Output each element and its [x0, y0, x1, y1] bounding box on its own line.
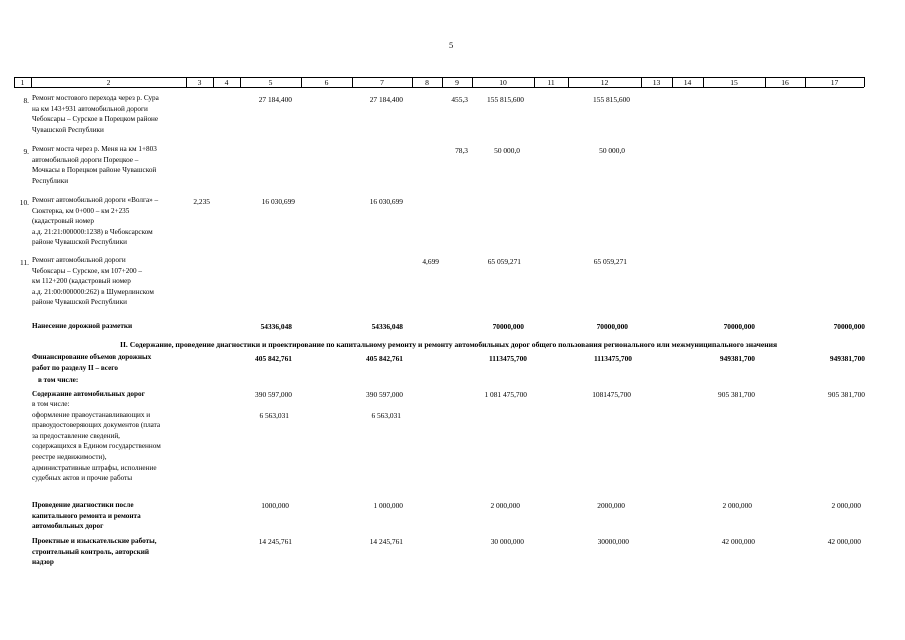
cell-col7: 390 597,000	[366, 390, 403, 399]
cell-col5: 54336,048	[260, 322, 292, 331]
row-number: 8.	[23, 96, 29, 105]
column-number: 4	[224, 78, 229, 87]
row-description: Финансирование объемов дорожных работ по разделу II – всего	[32, 353, 152, 372]
row-description: Ремонт автомобильной дороги «Волга» – Сюктерка, км 0+000 – км 2+235 (кадастровый номер а.д. 21:21:000000:1238) в Чебоксарском районе Чувашской Республики	[32, 196, 159, 247]
cell-col7: 14 245,761	[369, 537, 403, 546]
cell-col5: 6 563,031	[259, 411, 289, 420]
column-number: 5	[268, 78, 273, 87]
cell-col7: 6 563,031	[371, 411, 401, 420]
cell-col10: 30 000,000	[490, 537, 524, 546]
cell-col5: 1000,000	[261, 501, 289, 510]
column-number: 9	[455, 78, 459, 87]
section-title: II. Содержание, проведение диагностики и проектирование по капитальному ремонту и ремонту автомобильных дорог общего пользования регионального или межмуниципального значения	[120, 340, 778, 349]
cell-col7: 27 184,400	[369, 95, 403, 104]
cell-col12: 70000,000	[596, 322, 628, 331]
row-description: Ремонт мостового перехода через р. Сура на км 143+931 автомобильной дороги Чебоксары – Сурское в Порецком районе Чувашской Республики	[32, 94, 159, 134]
cell-col10: 65 059,271	[487, 257, 521, 266]
row-description: в том числе: оформление правоустанавливающих и правоудостоверяющих документов (плата за предоставление сведений, содержащихся в Едином государственном реестре недвижимости), административные штрафы, исполнение судебных актов и прочие работы	[32, 400, 161, 483]
column-number: 12	[600, 78, 609, 87]
cell-col10: 2 000,000	[490, 501, 520, 510]
cell-col10: 70000,000	[492, 322, 524, 331]
column-number: 14	[683, 78, 692, 87]
cell-col5: 405 842,761	[255, 354, 292, 363]
cell-col9: 455,3	[451, 95, 468, 104]
cell-col7: 1 000,000	[373, 501, 403, 510]
column-number: 15	[730, 78, 738, 87]
cell-col9: 78,3	[455, 146, 468, 155]
row-description: Нанесение дорожной разметки	[32, 322, 133, 330]
row-description: Ремонт автомобильной дороги Чебоксары – Сурское, км 107+200 – км 112+200 (кадастровый номер а.д. 21:00:000000:262) в Шумерлинском районе Чувашской Республики	[32, 256, 154, 307]
column-number: 2	[106, 78, 111, 87]
cell-col7: 405 842,761	[366, 354, 403, 363]
column-number: 13	[652, 78, 661, 87]
cell-col17: 2 000,000	[831, 501, 861, 510]
column-number: 1	[20, 78, 25, 87]
cell-col10: 1113475,700	[489, 354, 527, 363]
cell-col12: 155 815,600	[593, 95, 630, 104]
cell-col15: 949381,700	[719, 354, 755, 363]
cell-col7: 54336,048	[371, 322, 403, 331]
row-number: 11.	[20, 258, 29, 267]
cell-col5: 14 245,761	[258, 537, 292, 546]
column-number: 8	[425, 78, 429, 87]
column-number: 16	[781, 78, 789, 87]
column-number: 10	[499, 78, 507, 87]
column-number: 6	[324, 78, 329, 87]
row-description: Проектные и изыскательские работы, строительный контроль, авторский надзор	[32, 537, 157, 567]
cell-col17: 905 381,700	[828, 390, 865, 399]
row-description: Ремонт моста через р. Меня на км 1+803 автомобильной дороги Порецкое – Мочкасы в Порецком районе Чувашской Республики	[32, 145, 157, 185]
row-number: 9.	[23, 147, 29, 156]
cell-col12: 1081475,700	[592, 390, 631, 399]
cell-col8: 4,699	[422, 257, 439, 266]
header-bottom-rule	[14, 87, 864, 88]
including-label: в том числе:	[38, 376, 79, 384]
cell-col17: 70000,000	[833, 322, 865, 331]
cell-col17: 949381,700	[829, 354, 865, 363]
cell-col10: 50 000,0	[494, 146, 520, 155]
column-number: 11	[547, 78, 555, 87]
cell-col5: 16 030,699	[261, 197, 295, 206]
cell-col5: 27 184,400	[258, 95, 292, 104]
cell-col3: 2,235	[193, 197, 210, 206]
column-number: 17	[830, 78, 839, 87]
cell-col10: 1 081 475,700	[484, 390, 527, 399]
cell-col12: 65 059,271	[593, 257, 627, 266]
column-number: 7	[380, 78, 384, 87]
cell-col5: 390 597,000	[255, 390, 292, 399]
cell-col12: 1113475,700	[594, 354, 632, 363]
cell-col17: 42 000,000	[827, 537, 861, 546]
cell-col10: 155 815,600	[487, 95, 524, 104]
header-divider	[864, 77, 865, 87]
cell-col15: 42 000,000	[721, 537, 755, 546]
cell-col15: 2 000,000	[722, 501, 752, 510]
page-number: 5	[449, 40, 454, 50]
row-description: Проведение диагностики после капитального ремонта и ремонта автомобильных дорог	[32, 501, 141, 531]
cell-col12: 2000,000	[597, 501, 625, 510]
row-description: Содержание автомобильных дорог	[32, 390, 145, 398]
column-number: 3	[197, 78, 202, 87]
cell-col7: 16 030,699	[369, 197, 403, 206]
row-number: 10.	[19, 198, 29, 207]
cell-col15: 70000,000	[723, 322, 755, 331]
cell-col15: 905 381,700	[718, 390, 755, 399]
cell-col12: 30000,000	[597, 537, 629, 546]
cell-col12: 50 000,0	[599, 146, 625, 155]
